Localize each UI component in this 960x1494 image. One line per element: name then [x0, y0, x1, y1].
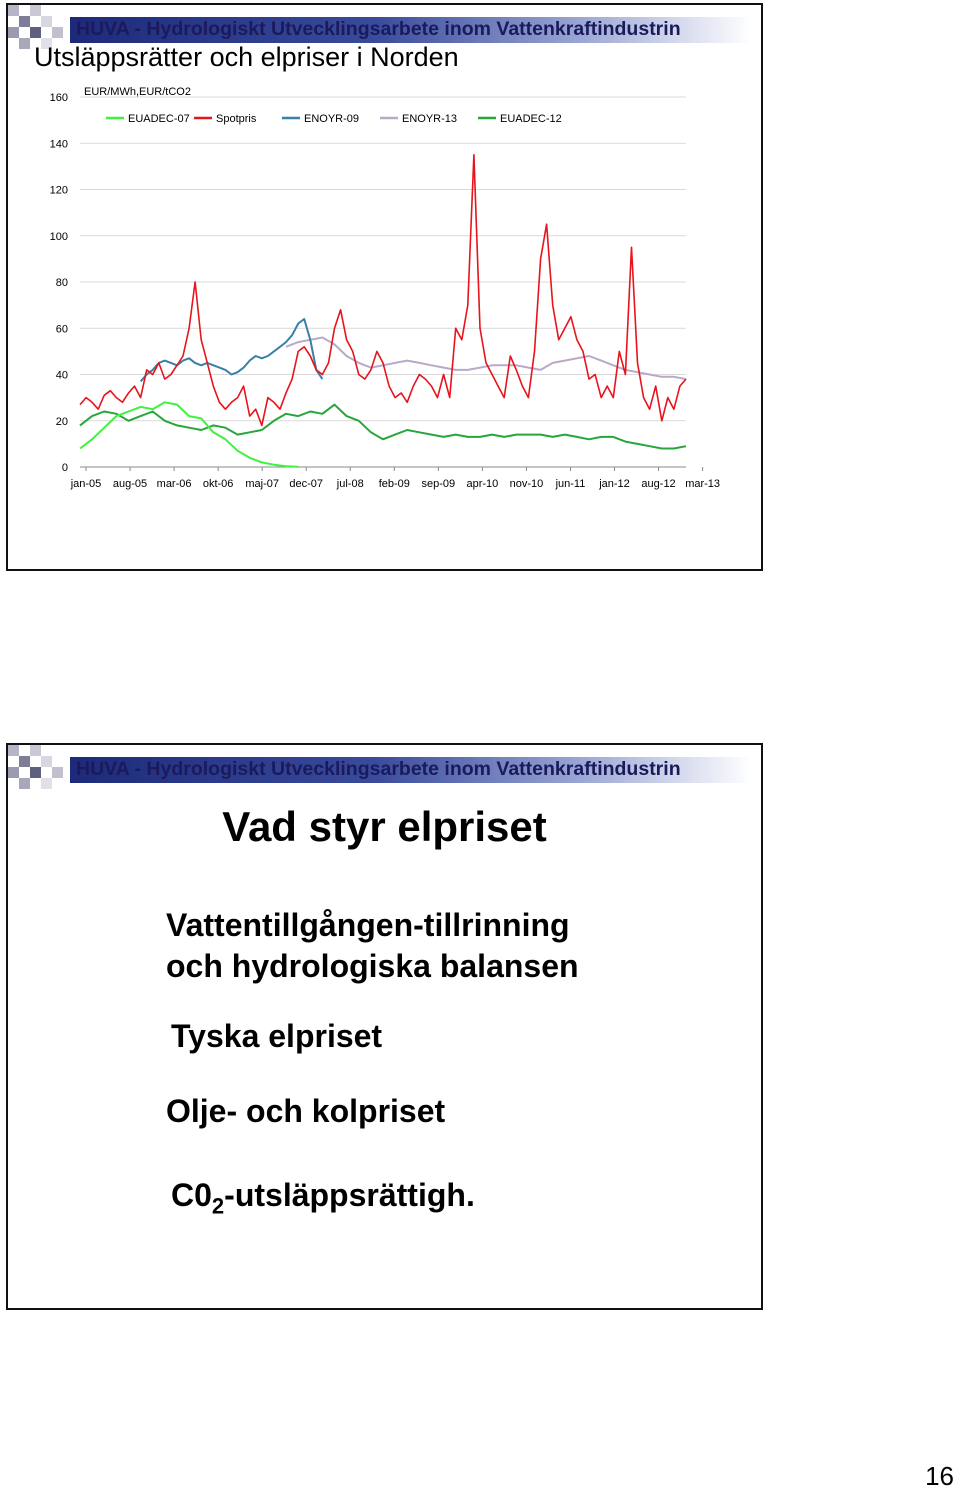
legend-label: EUADEC-07: [128, 113, 190, 125]
y-tick-label: 80: [55, 277, 68, 289]
co2-text: C0: [171, 1177, 212, 1213]
legend-label: ENOYR-13: [402, 113, 458, 125]
x-tick-label: aug-12: [641, 478, 676, 490]
x-tick-label: maj-07: [245, 478, 279, 490]
logo-square: [41, 778, 52, 789]
header-title: HUVA - Hydrologiskt Utvecklingsarbete inom Vattenkraftindustrin: [76, 18, 681, 40]
slide-title: Utsläppsrätter och elpriser i Norden: [34, 42, 459, 72]
slide-title: Vad styr elpriset: [222, 803, 547, 850]
y-tick-label: 0: [61, 462, 68, 474]
series-line-euadec-12: [80, 405, 686, 449]
x-tick-label: apr-10: [466, 478, 499, 490]
x-tick-label: jan-12: [599, 478, 630, 490]
logo-square: [8, 745, 19, 756]
logo-square: [19, 778, 30, 789]
slide-chart: [6, 3, 763, 571]
y-tick-label: 160: [49, 92, 68, 104]
y-tick-label: 20: [55, 415, 68, 428]
y-tick-label: 60: [55, 323, 68, 336]
x-tick-label: dec-07: [289, 478, 324, 490]
logo-square: [30, 745, 41, 756]
x-tick-label: jan-05: [70, 478, 102, 490]
x-tick-label: mar-06: [156, 478, 192, 490]
logo-square: [30, 767, 41, 778]
bullet-water-line1: Vattentillgången-tillrinning: [166, 907, 570, 943]
bullet-oil-coal: Olje- och kolpriset: [166, 1093, 446, 1129]
x-tick-label: nov-10: [509, 478, 544, 490]
x-tick-label: jun-11: [555, 478, 586, 490]
y-tick-label: 100: [49, 230, 68, 243]
x-tick-label: aug-05: [112, 478, 148, 490]
legend-label: EUADEC-12: [500, 113, 562, 125]
logo-square: [8, 767, 19, 778]
x-tick-label: feb-09: [378, 478, 410, 490]
bullet-water-line2: och hydrologiska balansen: [166, 948, 579, 984]
legend-label: ENOYR-09: [304, 113, 360, 125]
logo-square: [52, 767, 63, 778]
logo-square: [19, 756, 30, 767]
y-tick-label: 40: [55, 369, 68, 382]
logo-checker-icon: [8, 745, 70, 795]
bullet-co2: [171, 1175, 475, 1226]
series-line-spotpris: [80, 155, 686, 426]
y-tick-label: 140: [49, 138, 68, 151]
co2-subscript: 2: [211, 1193, 225, 1219]
slide-text: [6, 743, 763, 1310]
x-tick-label: mar-13: [685, 478, 721, 490]
page-number: 16: [925, 1461, 954, 1491]
y-axis-label: EUR/MWh,EUR/tCO2: [84, 86, 191, 98]
legend-label: Spotpris: [216, 113, 257, 125]
logo-square: [41, 756, 52, 767]
price-chart: [8, 5, 763, 571]
x-tick-label: sep-09: [421, 478, 456, 490]
header-title: HUVA - Hydrologiskt Utvecklingsarbete inom Vattenkraftindustrin: [76, 758, 681, 780]
co2-rest: -utsläppsrättigh.: [224, 1177, 475, 1213]
y-tick-label: 120: [49, 184, 68, 197]
x-tick-label: jul-08: [336, 478, 364, 490]
x-tick-label: okt-06: [202, 478, 234, 490]
bullet-german-price: Tyska elpriset: [171, 1018, 383, 1054]
